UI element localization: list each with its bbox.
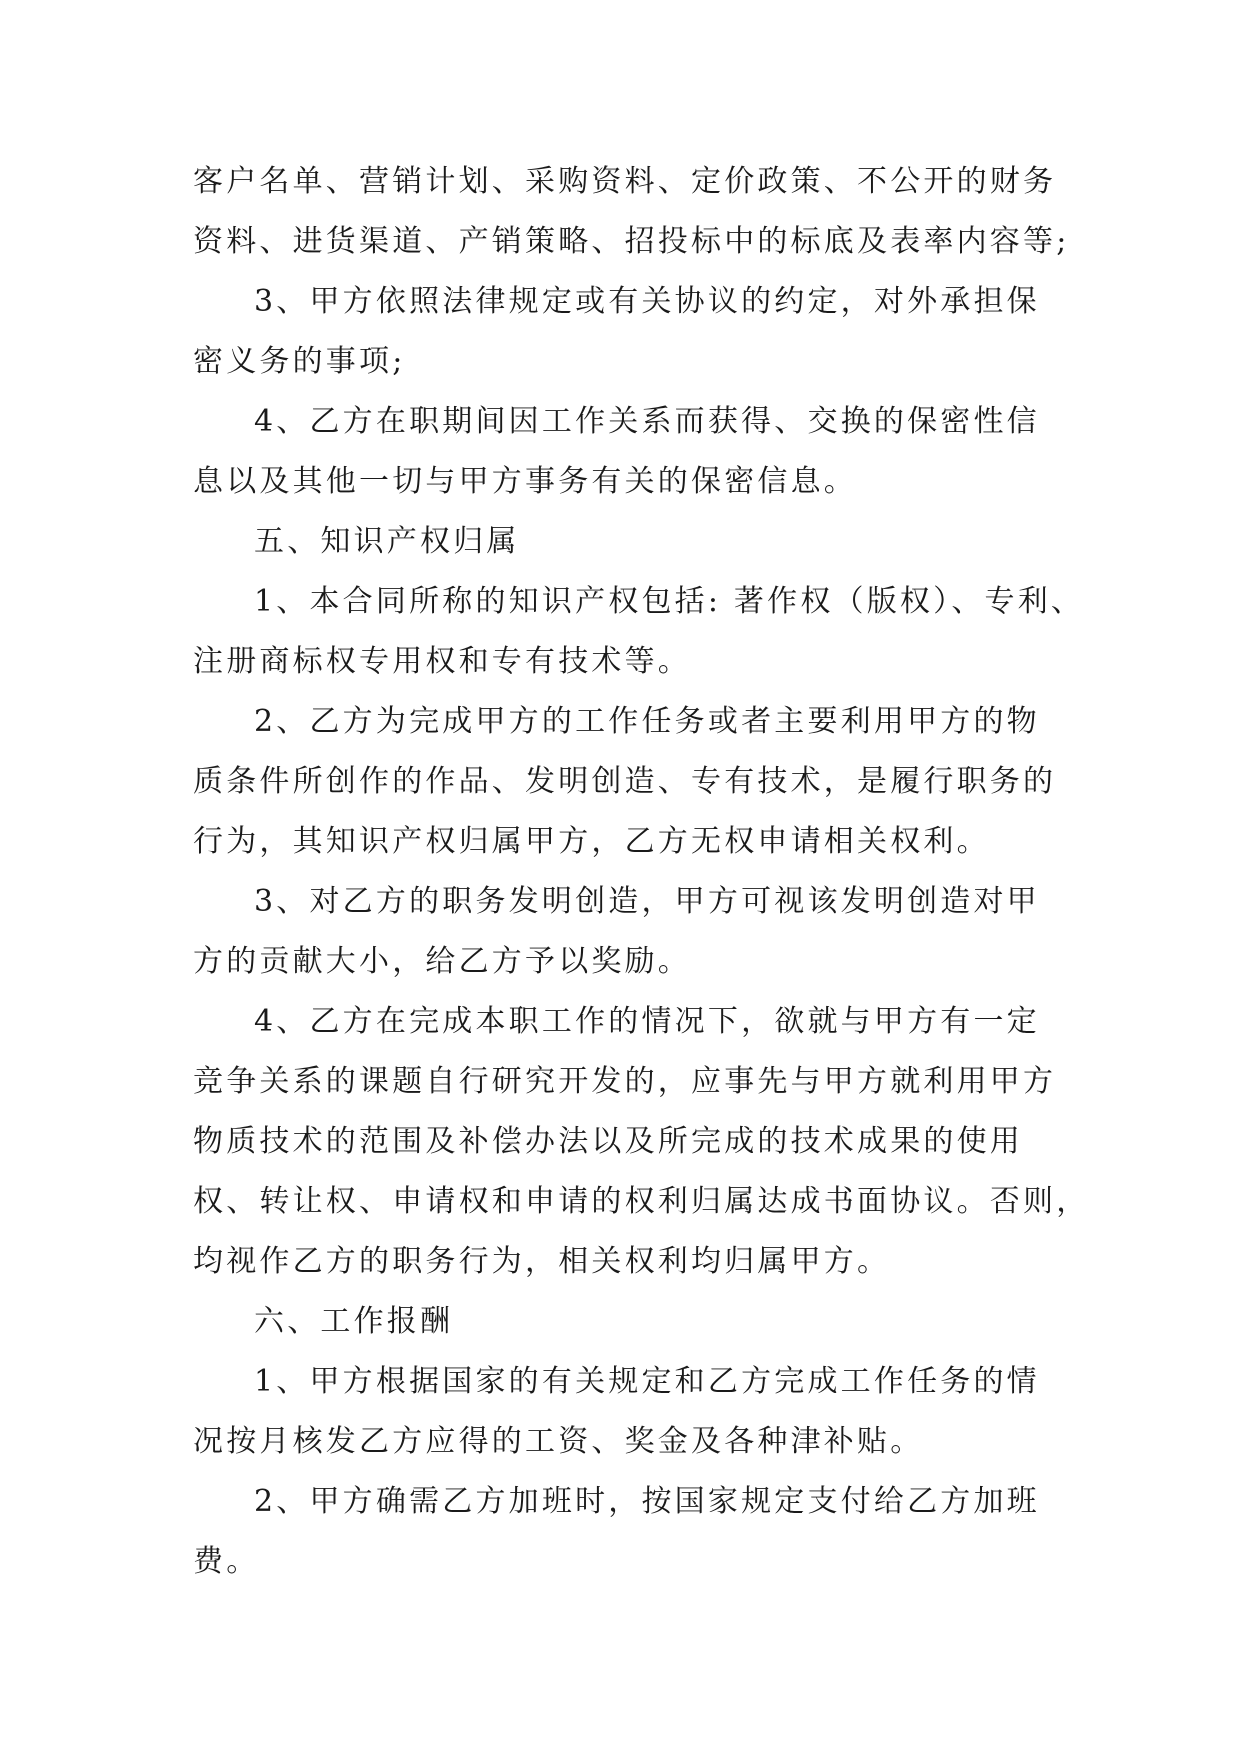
text-line: 竞争关系的课题自行研究开发的，应事先与甲方就利用甲方 <box>193 1064 1057 1099</box>
text-line: 1、本合同所称的知识产权包括: 著作权（版权）、专利、 <box>254 584 1085 619</box>
section-heading: 六、工作报酬 <box>254 1304 454 1339</box>
text-line: 况按月核发乙方应得的工资、奖金及各种津补贴。 <box>193 1424 924 1459</box>
text-line: 息以及其他一切与甲方事务有关的保密信息。 <box>193 464 857 499</box>
text-line: 2、甲方确需乙方加班时，按国家规定支付给乙方加班 <box>254 1484 1040 1519</box>
text-line: 3、对乙方的职务发明创造，甲方可视该发明创造对甲 <box>254 884 1040 919</box>
text-line: 质条件所创作的作品、发明创造、专有技术，是履行职务的 <box>193 764 1057 799</box>
text-line: 物质技术的范围及补偿办法以及所完成的技术成果的使用 <box>193 1124 1023 1159</box>
text-line: 1、甲方根据国家的有关规定和乙方完成工作任务的情 <box>254 1364 1040 1399</box>
text-line: 权、转让权、申请权和申请的权利归属达成书面协议。否则， <box>193 1184 1090 1219</box>
text-line: 密义务的事项; <box>193 344 406 379</box>
text-line: 资料、进货渠道、产销策略、招投标中的标底及表率内容等; <box>193 224 1070 259</box>
text-line: 4、乙方在完成本职工作的情况下，欲就与甲方有一定 <box>254 1004 1040 1039</box>
text-line: 2、乙方为完成甲方的工作任务或者主要利用甲方的物 <box>254 704 1040 739</box>
text-line: 注册商标权专用权和专有技术等。 <box>193 644 691 679</box>
text-line: 客户名单、营销计划、采购资料、定价政策、不公开的财务 <box>193 164 1057 199</box>
section-heading: 五、知识产权归属 <box>254 524 520 559</box>
text-line: 均视作乙方的职务行为，相关权利均归属甲方。 <box>193 1244 891 1279</box>
text-line: 3、甲方依照法律规定或有关协议的约定，对外承担保 <box>254 284 1040 319</box>
text-line: 行为，其知识产权归属甲方，乙方无权申请相关权利。 <box>193 824 990 859</box>
text-line: 方的贡献大小，给乙方予以奖励。 <box>193 944 691 979</box>
text-line: 4、乙方在职期间因工作关系而获得、交换的保密性信 <box>254 404 1040 439</box>
text-line: 费。 <box>193 1544 260 1579</box>
